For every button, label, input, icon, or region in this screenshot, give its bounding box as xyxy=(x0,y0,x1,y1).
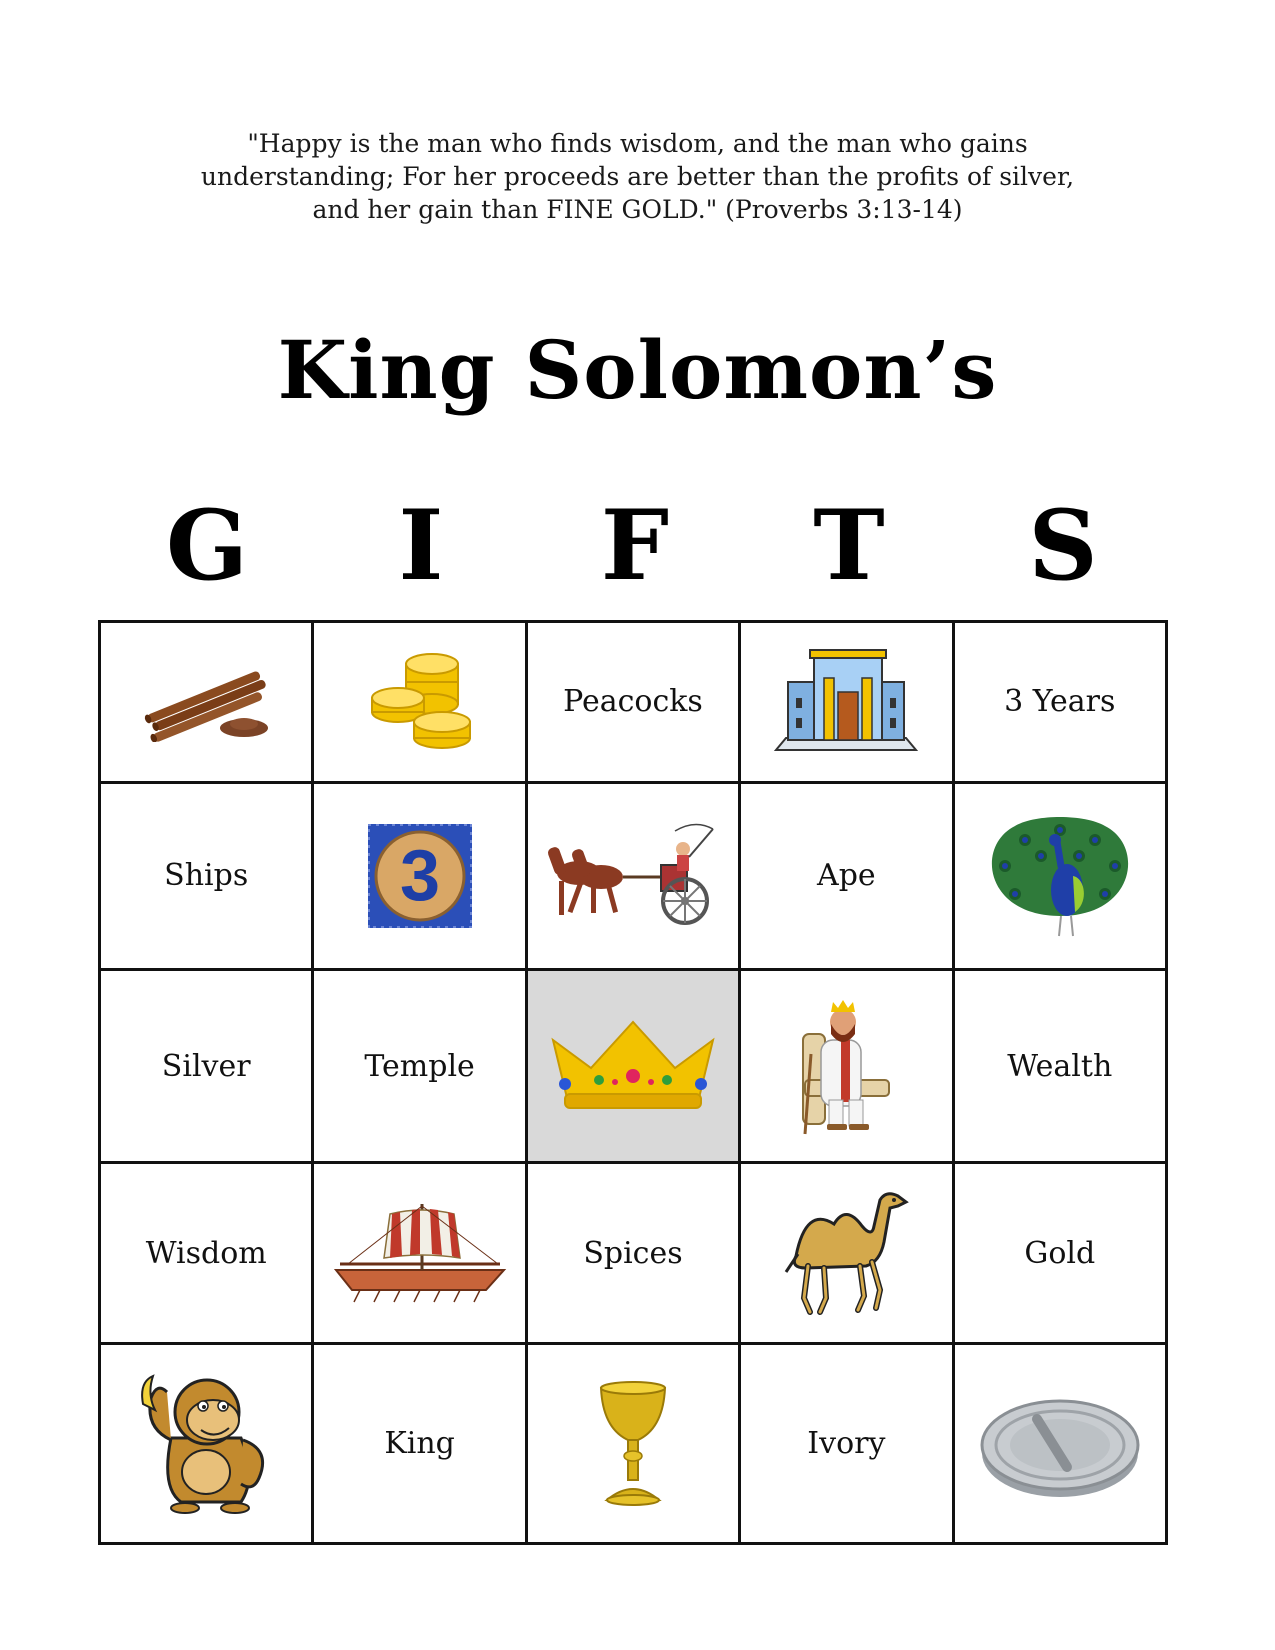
number-three-icon xyxy=(368,824,472,928)
header-letter-g: G xyxy=(166,489,248,602)
ship-icon xyxy=(330,1198,510,1308)
cell-label: Temple xyxy=(364,1048,475,1084)
header-letter-s: S xyxy=(1028,489,1098,602)
bingo-cell[interactable] xyxy=(740,1163,953,1343)
cell-label: Silver xyxy=(161,1048,251,1084)
chariot-icon xyxy=(545,821,721,931)
grid-row-3 xyxy=(100,969,1167,1163)
bingo-grid xyxy=(98,620,1168,1545)
monkey-icon xyxy=(131,1368,281,1518)
bingo-cell[interactable] xyxy=(313,969,526,1163)
header-letter-i: I xyxy=(398,489,444,602)
free-space-cell[interactable] xyxy=(526,969,739,1163)
cell-label: Wisdom xyxy=(145,1235,267,1271)
gold-coins-icon xyxy=(360,642,480,762)
bingo-cell[interactable] xyxy=(953,622,1166,783)
bingo-cell[interactable] xyxy=(100,622,313,783)
crown-icon xyxy=(543,1016,723,1116)
grid-row-1 xyxy=(100,622,1167,783)
king-on-throne-icon xyxy=(791,994,901,1139)
header-letters xyxy=(100,489,1170,602)
bingo-cell[interactable] xyxy=(100,969,313,1163)
bingo-cell[interactable] xyxy=(526,622,739,783)
bingo-cell[interactable] xyxy=(740,1343,953,1543)
camel-icon xyxy=(776,1186,916,1321)
bingo-cell[interactable] xyxy=(313,1163,526,1343)
quote-line-2: understanding; For her proceeds are better than the profits of silver, xyxy=(200,162,1075,191)
svg-text:3: 3 xyxy=(399,835,440,916)
cinnamon-icon xyxy=(136,662,276,742)
grid-row-2 xyxy=(100,782,1167,969)
bingo-cell[interactable] xyxy=(313,622,526,783)
cell-label: Ships xyxy=(164,858,249,894)
bingo-cell[interactable] xyxy=(953,1163,1166,1343)
bingo-cell[interactable] xyxy=(100,1343,313,1543)
bingo-cell[interactable] xyxy=(953,969,1166,1163)
golden-goblet-icon xyxy=(593,1378,673,1508)
header-letter-t: T xyxy=(813,489,885,602)
bingo-cell[interactable] xyxy=(953,782,1166,969)
bingo-cell[interactable] xyxy=(100,782,313,969)
bingo-cell[interactable] xyxy=(526,1343,739,1543)
quote-line-3: and her gain than FINE GOLD." (Proverbs 3:13-14) xyxy=(312,195,963,224)
temple-icon xyxy=(766,642,926,762)
cell-label: Peacocks xyxy=(563,684,703,720)
cell-label: 3 Years xyxy=(1004,684,1116,720)
silver-coin-icon xyxy=(975,1383,1145,1503)
cell-label: Ivory xyxy=(807,1425,886,1461)
header-letter-f: F xyxy=(600,489,670,602)
peacock-icon xyxy=(975,806,1145,946)
bingo-cell[interactable] xyxy=(740,622,953,783)
bingo-cell[interactable] xyxy=(313,1343,526,1543)
quote-line-1: "Happy is the man who finds wisdom, and the man who gains xyxy=(247,129,1028,158)
cell-label: Gold xyxy=(1024,1235,1096,1271)
proverbs-quote xyxy=(150,127,1125,226)
bingo-cell[interactable] xyxy=(526,1163,739,1343)
grid-row-5 xyxy=(100,1343,1167,1543)
page-title: King Solomon’s xyxy=(277,323,998,417)
bingo-cell[interactable] xyxy=(313,782,526,969)
cell-label: Ape xyxy=(817,858,876,894)
bingo-cell[interactable] xyxy=(526,782,739,969)
bingo-cell[interactable] xyxy=(740,969,953,1163)
cell-label: Wealth xyxy=(1007,1048,1113,1084)
bingo-cell[interactable] xyxy=(740,782,953,969)
cell-label: Spices xyxy=(583,1235,683,1271)
bingo-cell[interactable] xyxy=(100,1163,313,1343)
grid-row-4 xyxy=(100,1163,1167,1343)
cell-label: King xyxy=(384,1425,455,1461)
bingo-cell[interactable] xyxy=(953,1343,1166,1543)
